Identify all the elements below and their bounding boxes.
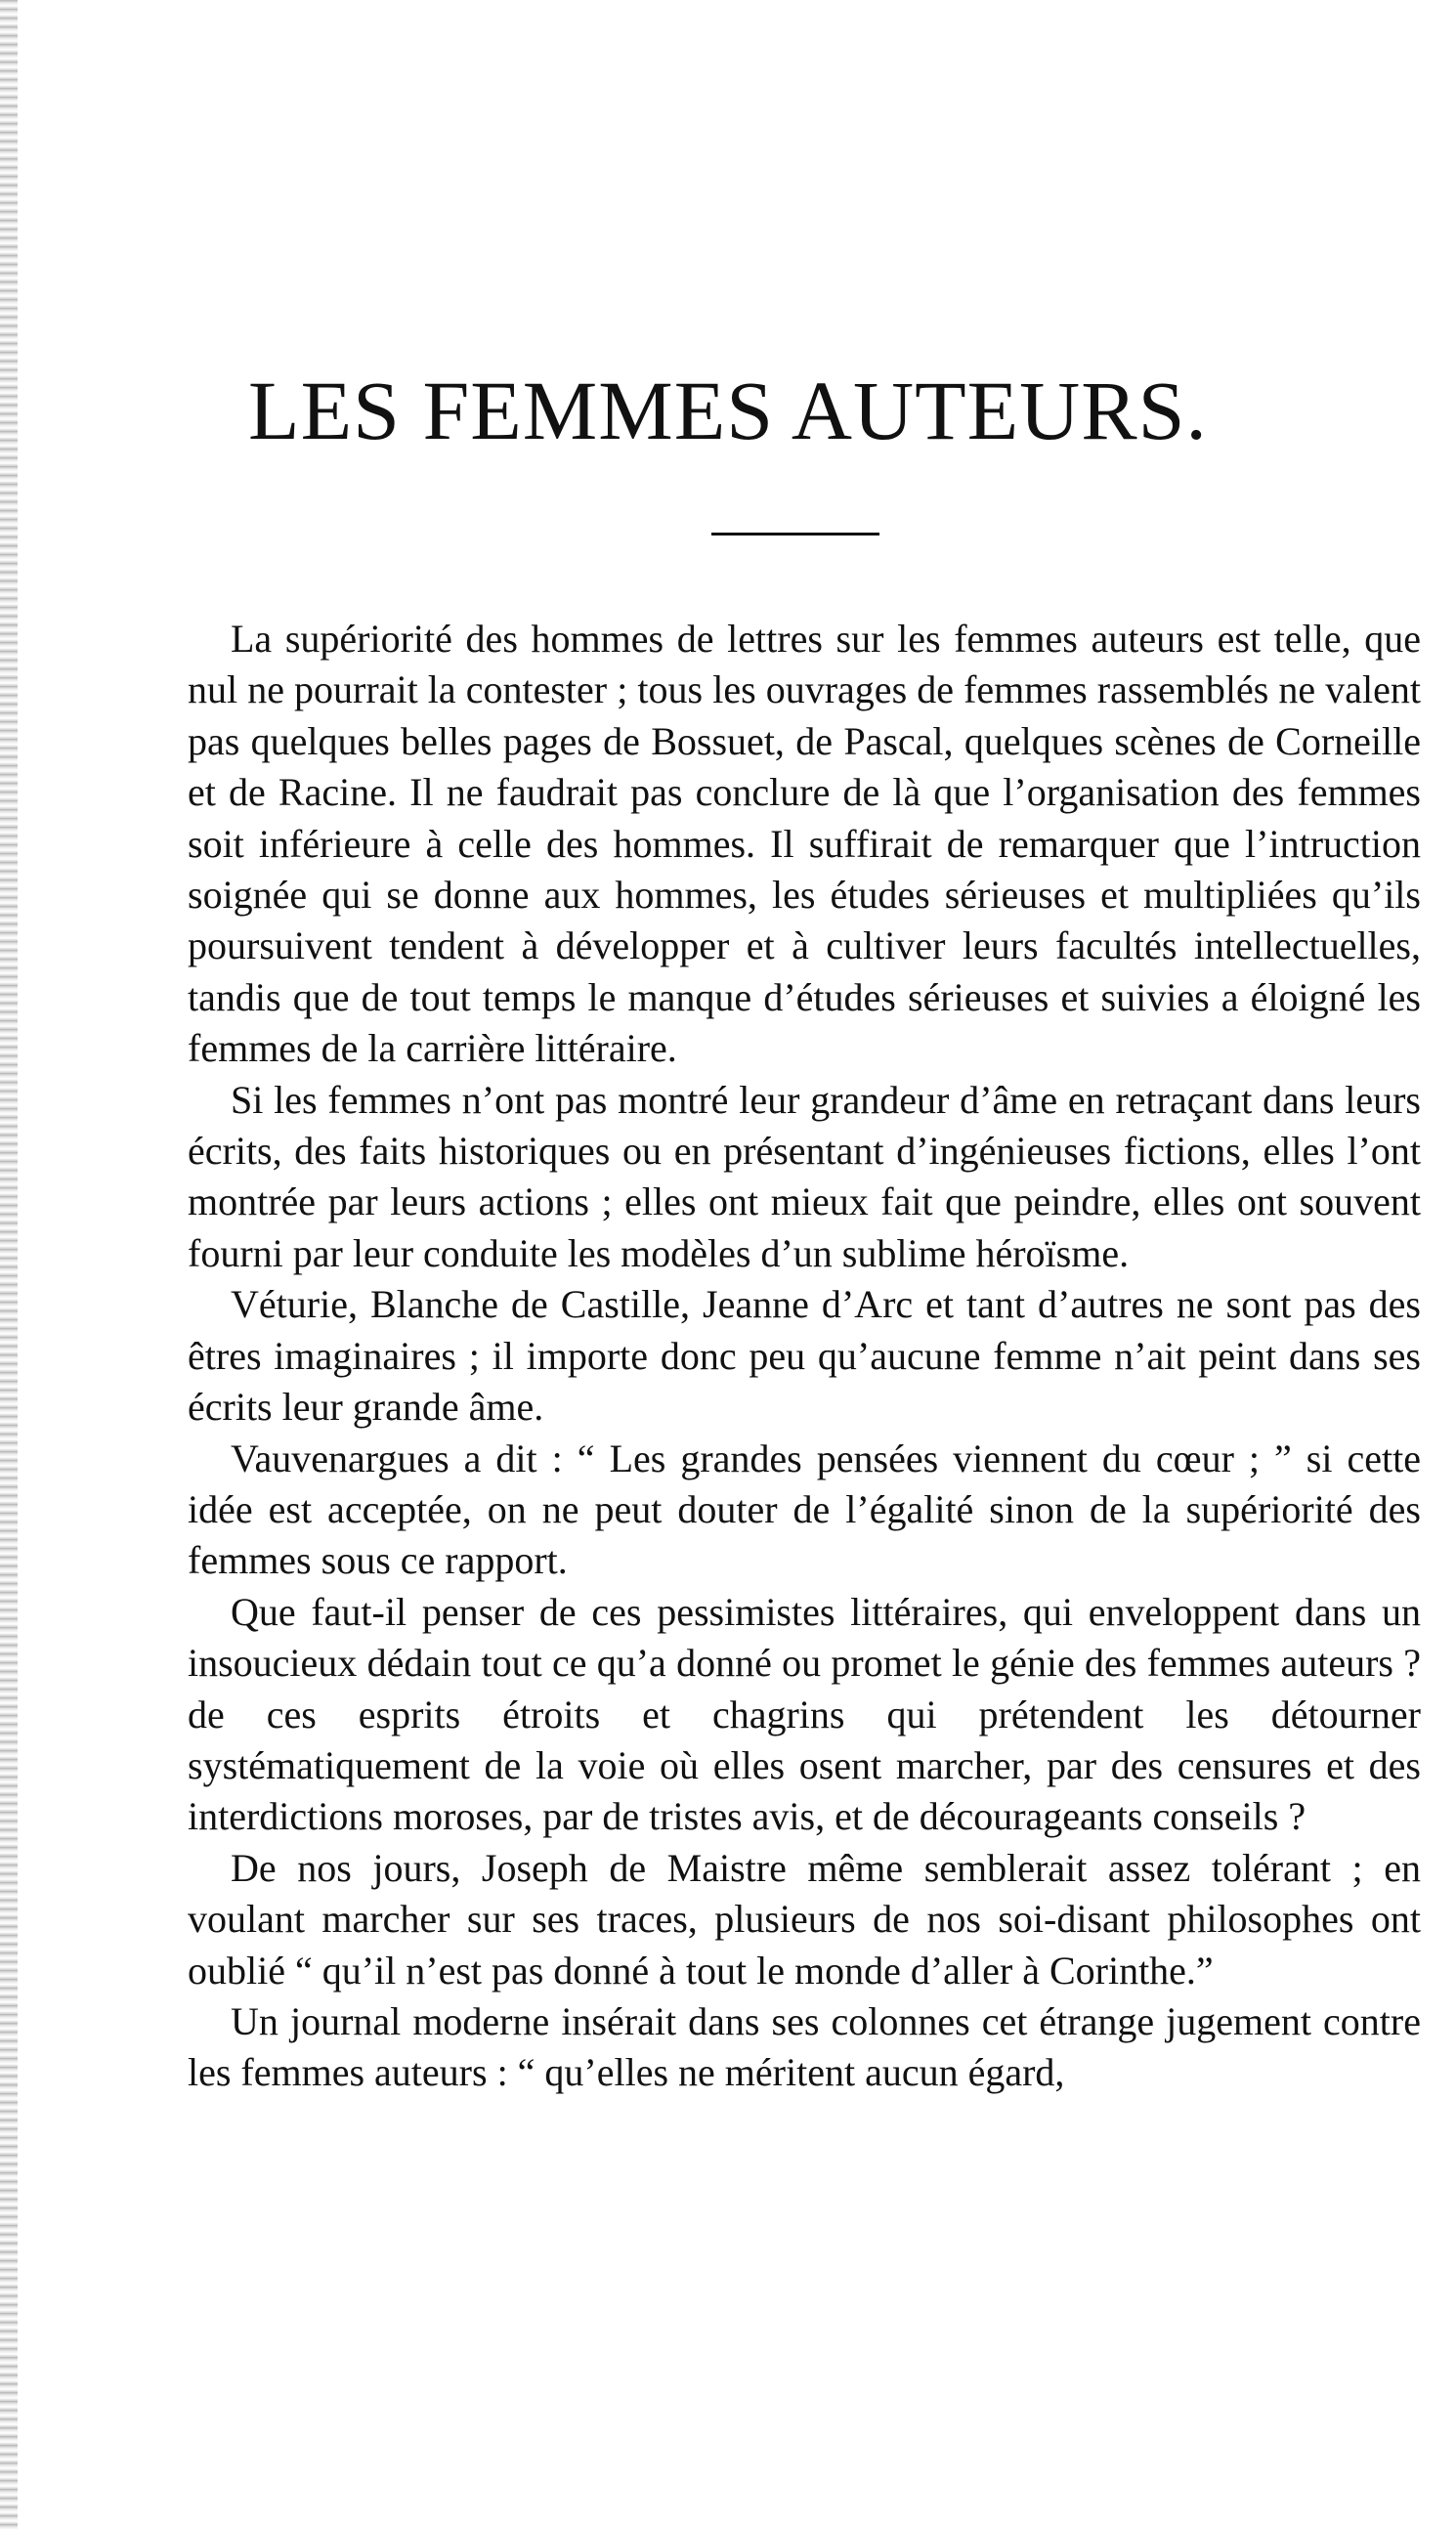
paragraph-5: Que faut-il penser de ces pessimistes littéraires, qui enveloppent dans un insoucieux dédain tout ce qu’a donné ou promet le génie des femmes auteurs ? de ces esprits étroits et chagrins qui prétendent les détourner systématiquement de la voie où elles osent marcher, par des censures et des interdictions moroses, par de tristes avis, et de décourageants conseils ? <box>188 1589 1421 1839</box>
paragraph-3: Véturie, Blanche de Castille, Jeanne d’Arc et tant d’autres ne sont pas des êtres imaginaires ; il importe donc peu qu’aucune femme n’ait peint dans ses écrits leur grande âme. <box>188 1282 1421 1430</box>
body-text <box>188 614 1421 2099</box>
paragraph-4: Vauvenargues a dit : “ Les grandes pensées viennent du cœur ; ” si cette idée est acceptée, on ne peut douter de l’égalité sinon de la supériorité des femmes sous ce rapport. <box>188 1436 1421 1583</box>
paragraph-2: Si les femmes n’ont pas montré leur grandeur d’âme en retraçant dans leurs écrits, des faits historiques ou en présentant d’ingénieuses fictions, elles l’ont montrée par leurs actions ; elles ont mieux fait que peindre, elles ont souvent fourni par leur conduite les modèles d’un sublime héroïsme. <box>188 1077 1421 1275</box>
paragraph-7: Un journal moderne insérait dans ses colonnes cet étrange jugement contre les femmes auteurs : “ qu’elles ne méritent aucun égard, <box>188 1998 1421 2095</box>
paragraph-6: De nos jours, Joseph de Maistre même semblerait assez tolérant ; en voulant marcher sur ses traces, plusieurs de nos soi-disant philosophes ont oublié “ qu’il n’est pas donné à tout le monde d’aller à Corinthe.” <box>188 1845 1421 1993</box>
page-title: LES FEMMES AUTEURS. <box>248 364 1208 457</box>
title-separator-rule <box>711 533 879 536</box>
paragraph-1: La supériorité des hommes de lettres sur les femmes auteurs est telle, que nul ne pourrait la contester ; tous les ouvrages de femmes rassemblés ne valent pas quelques belles pages de Bossuet, de Pascal, quelques scènes de Corneille et de Racine. Il ne faudrait pas conclure de là que l’organisation des femmes soit inférieure à celle des hommes. Il suffirait de remarquer que l’intruction soignée qui se donne aux hommes, les études sérieuses et multipliées qu’ils poursuivent tendent à développer et à cultiver leurs facultés intellectuelles, tandis que de tout temps le manque d’études sérieuses et suivies a éloigné les femmes de la carrière littéraire. <box>188 617 1421 1071</box>
